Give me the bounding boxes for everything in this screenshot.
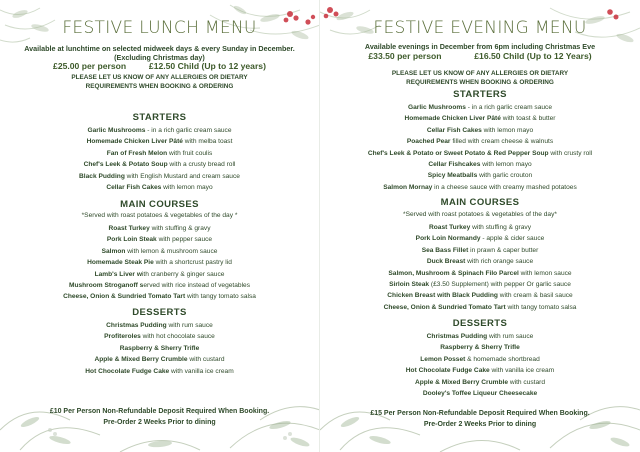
- menu-item: [320, 290, 640, 301]
- menu-item-name: Sirloin Steak: [389, 280, 430, 288]
- menu-item: [0, 331, 319, 342]
- evening-starters-heading: STARTERS: [453, 89, 507, 100]
- menu-item-name: Roast Turkey: [108, 225, 150, 232]
- evening-deposit-line: £15 Per Person Non-Refundable Deposit Required When Booking.: [370, 410, 590, 417]
- menu-item-description: with lemon sauce: [518, 269, 572, 277]
- menu-item-description: with hot chocolate sauce: [140, 333, 215, 341]
- menu-item-description: with a crusty bread roll: [167, 161, 236, 169]
- lunch-availability: [0, 44, 319, 62]
- menu-item: [0, 182, 319, 193]
- menu-item-description: with pepper sauce: [156, 236, 213, 244]
- menu-item-name: Black Pudding: [79, 172, 125, 180]
- evening-mains-heading: MAIN COURSES: [440, 197, 520, 208]
- lunch-allergy-line-1: PLEASE LET US KNOW OF ANY ALLERGIES OR DIETARY: [71, 74, 248, 81]
- menu-item: [320, 113, 640, 124]
- menu-item: [320, 377, 640, 388]
- menu-item-description: with crusty roll: [548, 149, 593, 157]
- lunch-allergy-notice: [0, 74, 319, 91]
- menu-item: [320, 388, 640, 399]
- menu-item: [320, 354, 640, 365]
- menu-item-name: Cheese, Onion & Sundried Tomato Tart: [63, 293, 186, 301]
- lunch-allergy-line-2: REQUIREMENTS WHEN BOOKING & ORDERING: [85, 82, 234, 90]
- menu-item-description: with stuffing & gravy: [149, 225, 211, 232]
- menu-item-description: with vanilla ice cream: [169, 367, 234, 375]
- menu-item-name: Cellar Fish Cakes: [106, 183, 162, 191]
- menu-item-description: with custard: [187, 356, 225, 364]
- menu-item-name: Chef's Leek & Potato or Sweet Potato & Red Pepper Soup: [367, 149, 549, 157]
- menu-item-name: Hot Chocolate Fudge Cake: [85, 367, 170, 375]
- menu-item: [0, 343, 319, 354]
- evening-mains-note: *Served with roast potatoes & vegetables of the day*: [403, 211, 557, 218]
- menu-item: [320, 279, 640, 290]
- menu-item-name: Cellar Fishcakes: [428, 160, 481, 168]
- menu-item-description: with stuffing & gravy: [470, 224, 531, 231]
- menu-item-name: Lamb's Liver w: [94, 270, 142, 278]
- menu-item-description: with melba toast: [182, 138, 233, 146]
- menu-item-description: with garlic crouton: [477, 172, 533, 180]
- menu-item-description: with rum sauce: [487, 333, 534, 340]
- menu-item: [320, 268, 640, 279]
- menu-item-description: with lemon mayo: [480, 160, 532, 168]
- evening-mains-list: [320, 222, 640, 313]
- menu-item-name: Apple & Mixed Berry Crumble: [414, 378, 509, 386]
- menu-item: [320, 331, 640, 342]
- menu-item-name: Garlic Mushrooms: [407, 104, 466, 111]
- evening-price-child: £16.50 Child (Up to 12 Years): [474, 51, 592, 61]
- menu-item-name: Cellar Fish Cakes: [426, 126, 482, 134]
- menu-item: [320, 256, 640, 267]
- menu-item-name: Salmon Mornay: [383, 183, 433, 191]
- evening-footer: [320, 409, 640, 430]
- menu-item-name: Cheese, Onion & Sundried Tomato Tart: [383, 303, 506, 311]
- evening-allergy-line-2: REQUIREMENTS WHEN BOOKING & ORDERING: [406, 78, 554, 86]
- menu-item-description: with vanilla ice cream: [489, 367, 555, 375]
- menu-item-description: with lemon mayo: [161, 183, 213, 191]
- lunch-footer: [0, 407, 319, 428]
- evening-availability: Available evenings in December from 6pm including Christmas Eve: [364, 42, 596, 51]
- menu-item-description: with a shortcrust pastry lid: [153, 259, 232, 267]
- menu-item-name: Roast Turkey: [428, 224, 471, 231]
- menu-item-description: - in a rich garlic cream sauce: [465, 104, 553, 111]
- menu-item-name: Spicy Meatballs: [427, 172, 478, 180]
- menu-item-name: Poached Pear: [406, 138, 451, 146]
- menu-item: [0, 148, 319, 159]
- menu-item-name: Pork Loin Steak: [106, 236, 157, 244]
- evening-preorder-line: Pre-Order 2 Weeks Prior to dining: [423, 420, 537, 428]
- menu-item-name: Hot Chocolate Fudge Cake: [405, 367, 490, 375]
- lunch-mains-note: *Served with roast potatoes & vegetables of the day *: [81, 212, 238, 219]
- lunch-starters-heading: STARTERS: [132, 112, 187, 123]
- menu-item-name: Salmon, Mushroom & Spinach Filo Parcel: [388, 269, 519, 277]
- menu-item: [320, 222, 640, 233]
- evening-menu-title: FESTIVE EVENING MENU: [373, 18, 587, 38]
- menu-item: [320, 159, 640, 170]
- menu-item-description: with tangy tomato salsa: [185, 293, 256, 301]
- menu-item-description: with rum sauce: [166, 322, 213, 329]
- menu-item-description: with lemon & mushroom sauce: [125, 247, 218, 255]
- menu-item-description: in a cheese sauce with creamy mashed potatoes: [432, 183, 577, 191]
- menu-item-description: with toast & butter: [500, 115, 556, 123]
- menu-item: [320, 365, 640, 376]
- menu-item-description: with tangy tomato salsa: [505, 303, 577, 311]
- lunch-price-adult: £25.00 per person: [53, 61, 127, 71]
- menu-item-name: Homemade Steak Pie: [87, 259, 154, 267]
- menu-item-name: Lemon Posset: [420, 355, 466, 363]
- menu-item: [320, 148, 640, 159]
- menu-item-name: Homemade Chicken Liver Pâté: [404, 115, 501, 123]
- lunch-prices: [0, 61, 319, 71]
- lunch-deposit-line: £10 Per Person Non-Refundable Deposit Required When Booking.: [49, 408, 270, 415]
- menu-item: [0, 291, 319, 302]
- evening-desserts-list: [320, 331, 640, 399]
- lunch-desserts-list: [0, 320, 319, 377]
- evening-allergy-line-1: PLEASE LET US KNOW OF ANY ALLERGIES OR DIETARY: [391, 70, 569, 77]
- menu-item: [0, 171, 319, 182]
- menu-item-name: Chicken Breast with Black Pudding: [387, 292, 498, 300]
- menu-item: [0, 136, 319, 147]
- menu-item-name: Raspberry & Sherry Trifle: [440, 344, 520, 352]
- menu-item-name: Christmas Pudding: [426, 333, 488, 340]
- menu-item: [0, 354, 319, 365]
- menu-item: [320, 136, 640, 147]
- menu-item-description: - in a rich garlic cream sauce: [145, 127, 232, 134]
- menu-item-description: with rich orange sauce: [465, 258, 534, 266]
- evening-allergy-notice: [320, 70, 640, 87]
- evening-prices: [320, 51, 640, 61]
- menu-item: [0, 234, 319, 245]
- menu-item: [0, 223, 319, 234]
- menu-item-name: Sea Bass Fillet: [421, 246, 469, 254]
- evening-menu-page: [320, 0, 640, 452]
- menu-item: [0, 246, 319, 257]
- lunch-mains-heading: MAIN COURSES: [120, 199, 199, 210]
- menu-item-description: erved with rice instead of vegetables: [143, 281, 251, 289]
- menu-item: [0, 269, 319, 280]
- evening-starters-list: [320, 102, 640, 193]
- lunch-mains-list: [0, 223, 319, 303]
- lunch-desserts-heading: DESSERTS: [132, 307, 187, 318]
- menu-item: [320, 302, 640, 313]
- lunch-menu-title: FESTIVE LUNCH MENU: [62, 18, 257, 38]
- lunch-availability-line-2: (Excluding Christmas day): [114, 53, 205, 62]
- menu-item-description: in prawn & caper butter: [468, 246, 539, 254]
- lunch-preorder-line: Pre-Order 2 Weeks Prior to dining: [103, 418, 216, 426]
- lunch-starters-list: [0, 125, 319, 193]
- menu-item-name: Homemade Chicken Liver Pâté: [86, 138, 183, 146]
- menu-item: [320, 233, 640, 244]
- menu-item: [320, 342, 640, 353]
- menu-item-description: with cream & basil sauce: [497, 292, 573, 300]
- menu-item: [0, 257, 319, 268]
- menu-item: [0, 159, 319, 170]
- menu-item-name: Christmas Pudding: [106, 322, 167, 329]
- menu-item-description: ith cranberry & ginger sauce: [141, 270, 225, 278]
- menu-item-name: Garlic Mushrooms: [87, 127, 146, 134]
- menu-item: [0, 320, 319, 331]
- menu-item: [0, 366, 319, 377]
- menu-item: [320, 245, 640, 256]
- menu-item-description: (£3.50 Supplement) with pepper Or garlic sauce: [429, 280, 571, 288]
- menu-item: [320, 102, 640, 113]
- menu-item-name: Apple & Mixed Berry Crumble: [94, 356, 188, 364]
- menu-item-name: Chef's Leek & Potato Soup: [83, 161, 168, 169]
- evening-price-adult: £33.50 per person: [368, 51, 442, 61]
- menu-item-description: - apple & cider sauce: [480, 235, 545, 243]
- menu-item-name: Raspberry & Sherry Trifle: [119, 344, 200, 352]
- menu-item-name: Mushroom Stroganoff s: [68, 281, 144, 289]
- lunch-availability-line-1: Available at lunchtime on selected midweek days & every Sunday in December.: [24, 44, 295, 53]
- menu-item-name: Salmon: [101, 247, 126, 255]
- menu-item-name: Profiteroles: [104, 333, 141, 341]
- menu-item-description: with English Mustard and cream sauce: [124, 172, 240, 180]
- menu-item-description: & homemade shortbread: [465, 355, 540, 363]
- menu-item: [0, 125, 319, 136]
- lunch-price-child: £12.50 Child (Up to 12 years): [148, 61, 266, 71]
- menu-item: [320, 182, 640, 193]
- menu-item-name: Dooley's Toffee Liqueur Cheesecake: [422, 389, 538, 397]
- menu-item-description: with custard: [508, 378, 546, 386]
- menu-item: [320, 170, 640, 181]
- menu-item-name: Duck Breast: [426, 258, 466, 266]
- menu-item: [0, 280, 319, 291]
- evening-desserts-heading: DESSERTS: [452, 318, 508, 329]
- menu-item-description: with fruit coulis: [167, 149, 213, 157]
- menu-item-description: filled with cream cheese & walnuts: [450, 138, 554, 146]
- menu-item-name: Fan of Fresh Melon: [106, 149, 168, 157]
- menu-item-name: Pork Loin Normandy: [415, 235, 481, 243]
- menu-item: [320, 125, 640, 136]
- menu-item-description: with lemon mayo: [481, 126, 534, 134]
